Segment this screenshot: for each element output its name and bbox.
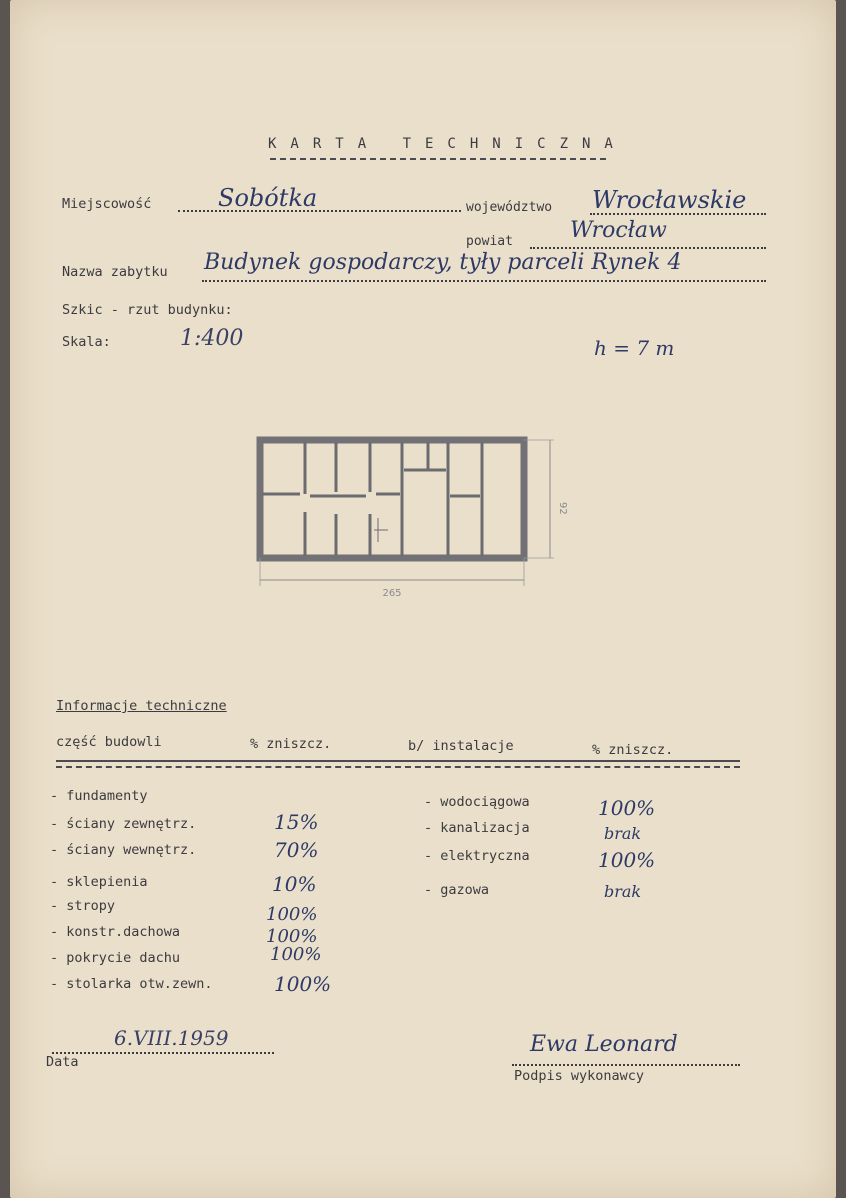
part-row-value: 100%	[266, 926, 318, 947]
floor-plan-sketch	[250, 430, 590, 610]
install-row-value: brak	[604, 882, 642, 901]
part-row-value: 100%	[274, 972, 332, 996]
height-value: h = 7 m	[594, 336, 675, 360]
voivodeship-label: województwo	[466, 200, 553, 215]
signature-value: Ewa Leonard	[530, 1032, 678, 1057]
install-row-label: - elektryczna	[424, 848, 530, 864]
install-row-label: - gazowa	[424, 882, 490, 898]
date-label: Data	[46, 1054, 79, 1070]
locality-label: Miejscowość	[62, 196, 152, 212]
part-row-value: 100%	[266, 904, 318, 925]
date-dots	[52, 1052, 274, 1054]
part-row-label: - sklepienia	[50, 874, 148, 890]
col-part-label: część budowli	[56, 734, 162, 750]
monument-dots	[202, 280, 766, 282]
locality-value: Sobótka	[218, 184, 318, 212]
col-install-label: b/ instalacje	[408, 738, 514, 754]
scale-value: 1:400	[180, 326, 244, 351]
install-row-value: brak	[604, 824, 642, 843]
signature-label: Podpis wykonawcy	[514, 1068, 645, 1084]
install-row-value: 100%	[598, 848, 656, 872]
col-part-pct-label: % zniszcz.	[250, 736, 332, 752]
part-row-label: - ściany wewnętrz.	[50, 842, 197, 858]
monument-value: Budynek gospodarczy, tyły parceli Rynek 4	[204, 250, 682, 275]
sketch-label: Szkic - rzut budynku:	[62, 302, 233, 318]
tech-heading: Informacje techniczne	[56, 698, 227, 714]
voivodeship-value: Wrocławskie	[592, 186, 747, 214]
part-row-label: - konstr.dachowa	[50, 924, 181, 940]
header-rule-solid	[56, 760, 740, 762]
part-row-value: 10%	[272, 872, 317, 896]
col-install-pct-label: % zniszcz.	[592, 742, 674, 758]
signature-dots	[512, 1064, 740, 1066]
part-row-label: - stropy	[50, 898, 116, 914]
install-row-value: 100%	[598, 796, 656, 820]
card-title: KARTA TECHNICZNA	[268, 136, 627, 152]
header-rule-dashed	[56, 766, 740, 768]
monument-label: Nazwa zabytku	[62, 264, 168, 280]
install-row-label: - kanalizacja	[424, 820, 530, 836]
date-value: 6.VIII.1959	[114, 1026, 229, 1050]
county-dots	[530, 247, 766, 249]
title-underline	[270, 158, 606, 160]
part-row-label: - stolarka otw.zewn.	[50, 976, 213, 992]
scale-label: Skala:	[62, 334, 111, 350]
county-label: powiat	[466, 234, 513, 249]
plan-width-label: 265	[382, 588, 402, 599]
part-row-value: 15%	[274, 810, 319, 834]
install-row-label: - wodociągowa	[424, 794, 530, 810]
part-row-label: - ściany zewnętrz.	[50, 816, 197, 832]
part-row-label: - fundamenty	[50, 788, 148, 804]
county-value: Wrocław	[570, 218, 667, 243]
plan-height-label: 92	[557, 502, 568, 515]
part-row-value: 100%	[270, 944, 322, 965]
technical-card	[10, 0, 836, 1198]
part-row-value: 70%	[274, 838, 319, 862]
part-row-label: - pokrycie dachu	[50, 950, 181, 966]
